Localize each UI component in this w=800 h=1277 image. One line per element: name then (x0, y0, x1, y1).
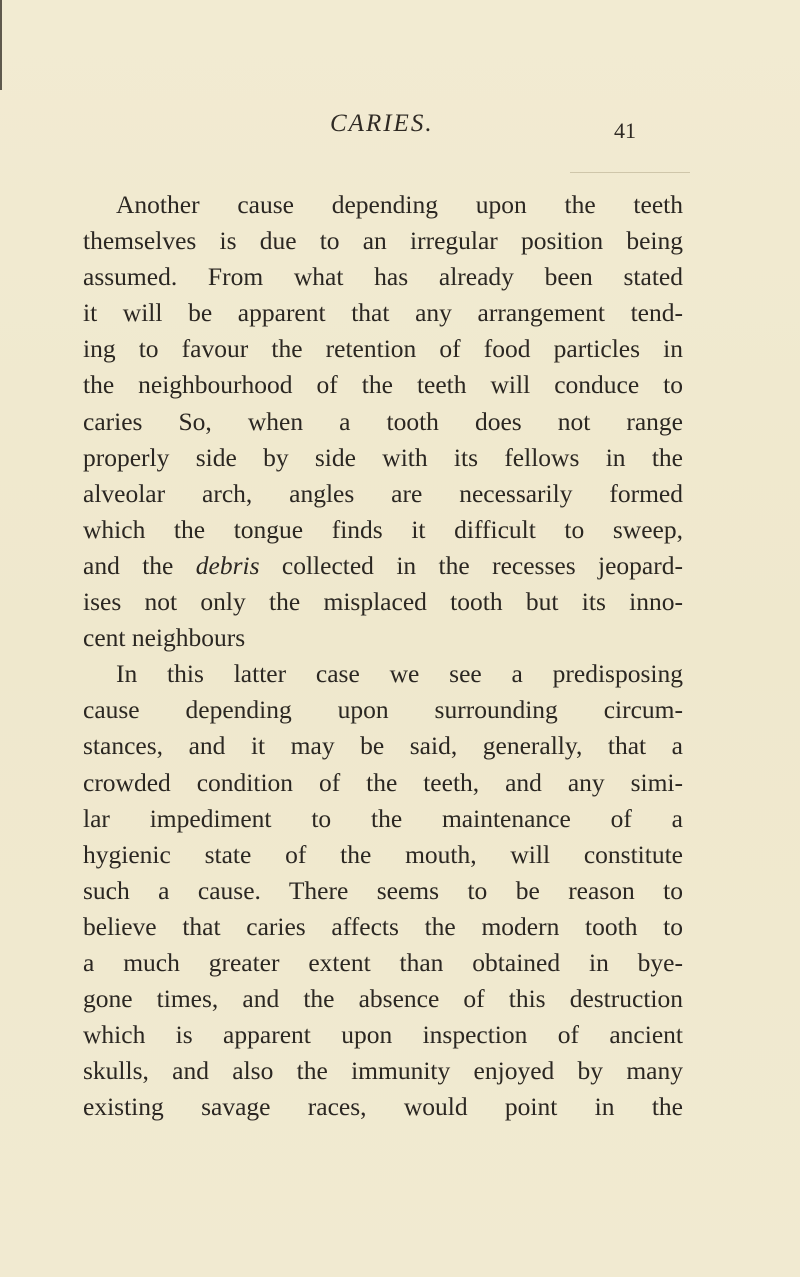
text-line-with-italic (83, 548, 683, 584)
text-line: In this latter case we see a predisposing (116, 659, 683, 689)
header-rule (570, 172, 690, 173)
text-line: it will be apparent that any arrangement tend- (83, 298, 683, 328)
page-edge-line (0, 0, 8, 90)
text-line: existing savage races, would point in the (83, 1092, 683, 1122)
text-line: Another cause depending upon the teeth (116, 190, 683, 219)
running-title: CARIES. (330, 110, 434, 137)
text-line: crowded condition of the teeth, and any simi- (83, 767, 683, 797)
text-line: gone times, and the absence of this destruction (83, 984, 683, 1014)
running-head (0, 110, 800, 150)
text-line: alveolar arch, angles are necessarily formed (83, 478, 683, 508)
text-line: such a cause. There seems to be reason to (83, 875, 683, 905)
text-line: skulls, and also the immunity enjoyed by many (83, 1056, 683, 1086)
text-line: caries So, when a tooth does not range (83, 406, 683, 436)
text-line: assumed. From what has already been stated (83, 262, 683, 292)
body-text (83, 187, 683, 1125)
page-number: 41 (614, 118, 636, 143)
text-line: which is apparent upon inspection of ancient (83, 1020, 683, 1050)
text-line: ing to favour the retention of food particles in (83, 334, 683, 364)
text-line: cause depending upon surrounding circum- (83, 695, 683, 725)
text-line: cent neighbours (83, 623, 246, 653)
text-fragment: and the (83, 550, 196, 580)
text-line: stances, and it may be said, generally, that a (83, 731, 683, 761)
text-line: lar impediment to the maintenance of a (83, 803, 683, 833)
text-line: themselves is due to an irregular position being (83, 226, 683, 256)
text-line: a much greater extent than obtained in bye- (83, 947, 683, 977)
text-line: ises not only the misplaced tooth but its inno- (83, 587, 683, 617)
text-line: which the tongue finds it difficult to sweep, (83, 514, 683, 544)
text-line: the neighbourhood of the teeth will conduce to (83, 370, 683, 400)
text-line: properly side by side with its fellows in the (83, 442, 683, 472)
italic-word: debris (195, 550, 260, 580)
text-line: hygienic state of the mouth, will constitute (83, 839, 683, 869)
text-fragment: collected in the recesses jeopard- (259, 550, 683, 580)
text-line: believe that caries affects the modern tooth to (83, 911, 683, 941)
